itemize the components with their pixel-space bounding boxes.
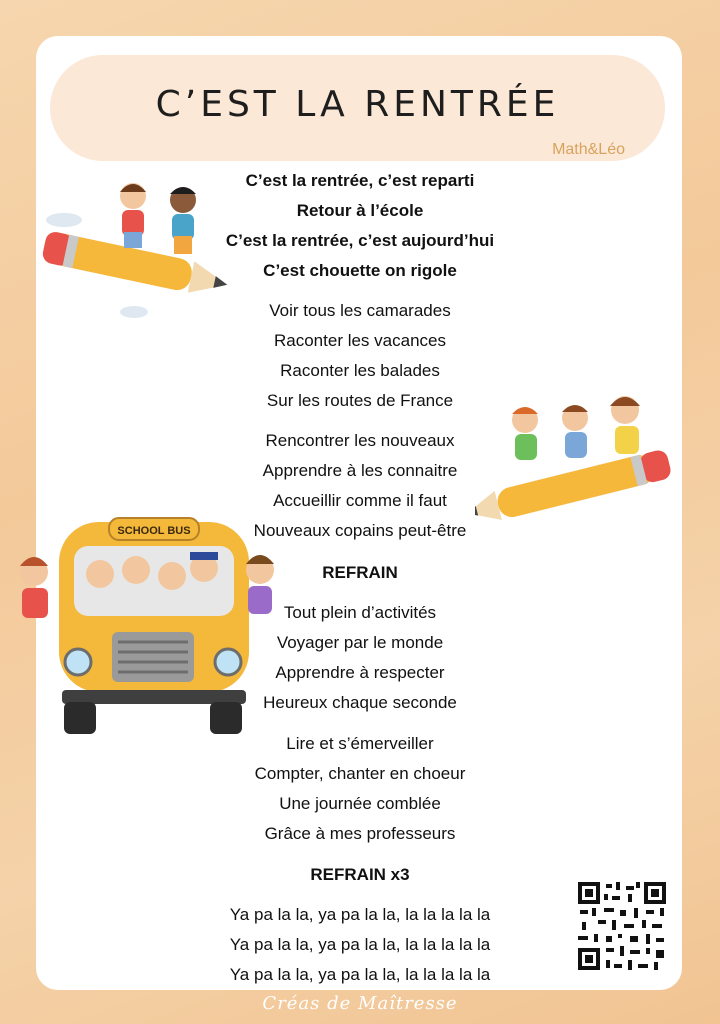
lyric-line: Grâce à mes professeurs — [264, 824, 456, 843]
lyric-line: C’est la rentrée, c’est aujourd’hui — [225, 231, 495, 250]
lyric-line: Accueillir comme il faut — [273, 491, 447, 510]
lyric-line: Heureux chaque seconde — [263, 693, 457, 712]
verse-4 — [180, 729, 540, 849]
lyric-line: Rencontrer les nouveaux — [265, 431, 455, 450]
lyric-line: Sur les routes de France — [266, 391, 454, 410]
lyric-line: Compter, chanter en choeur — [254, 764, 466, 783]
author-label: Math&Léo — [552, 141, 625, 158]
refrain-block — [180, 166, 540, 286]
lyric-line: Voyager par le monde — [276, 633, 444, 652]
lyric-line: Voir tous les camarades — [269, 301, 451, 320]
lyric-line: Ya pa la la, ya pa la la, la la la la la — [229, 965, 491, 984]
outro — [180, 900, 540, 990]
lyric-line: Apprendre à respecter — [275, 663, 445, 682]
lyric-line: Retour à l’école — [296, 201, 424, 220]
lyric-line: C’est la rentrée, c’est reparti — [245, 171, 475, 190]
bus-sign: SCHOOL BUS — [117, 525, 191, 537]
lyric-line: Apprendre à les connaitre — [262, 461, 458, 480]
lyric-line: Nouveaux copains peut-être — [253, 521, 467, 540]
verse-1 — [180, 296, 540, 416]
page-title: C’EST LA RENTRÉE — [155, 84, 560, 125]
lyric-line: Ya pa la la, ya pa la la, la la la la la — [229, 905, 491, 924]
lyric-line: Tout plein d’activités — [283, 603, 437, 622]
qr-code-icon[interactable] — [576, 880, 668, 972]
lyric-line: Lire et s’émerveiller — [286, 734, 434, 753]
footer-signature: Créas de Maîtresse — [262, 993, 458, 1014]
verse-3 — [180, 598, 540, 718]
lyric-line: Raconter les balades — [280, 361, 440, 380]
lyric-line: Une journée comblée — [279, 794, 441, 813]
lyric-line: Raconter les vacances — [274, 331, 446, 350]
verse-2 — [180, 426, 540, 546]
lyric-line: REFRAIN — [322, 563, 398, 582]
refrain-label — [180, 860, 540, 890]
lyric-line: C’est chouette on rigole — [263, 261, 457, 280]
lyric-line: Ya pa la la, ya pa la la, la la la la la — [229, 935, 491, 954]
refrain-label — [180, 558, 540, 588]
lyric-line: REFRAIN x3 — [310, 865, 410, 884]
